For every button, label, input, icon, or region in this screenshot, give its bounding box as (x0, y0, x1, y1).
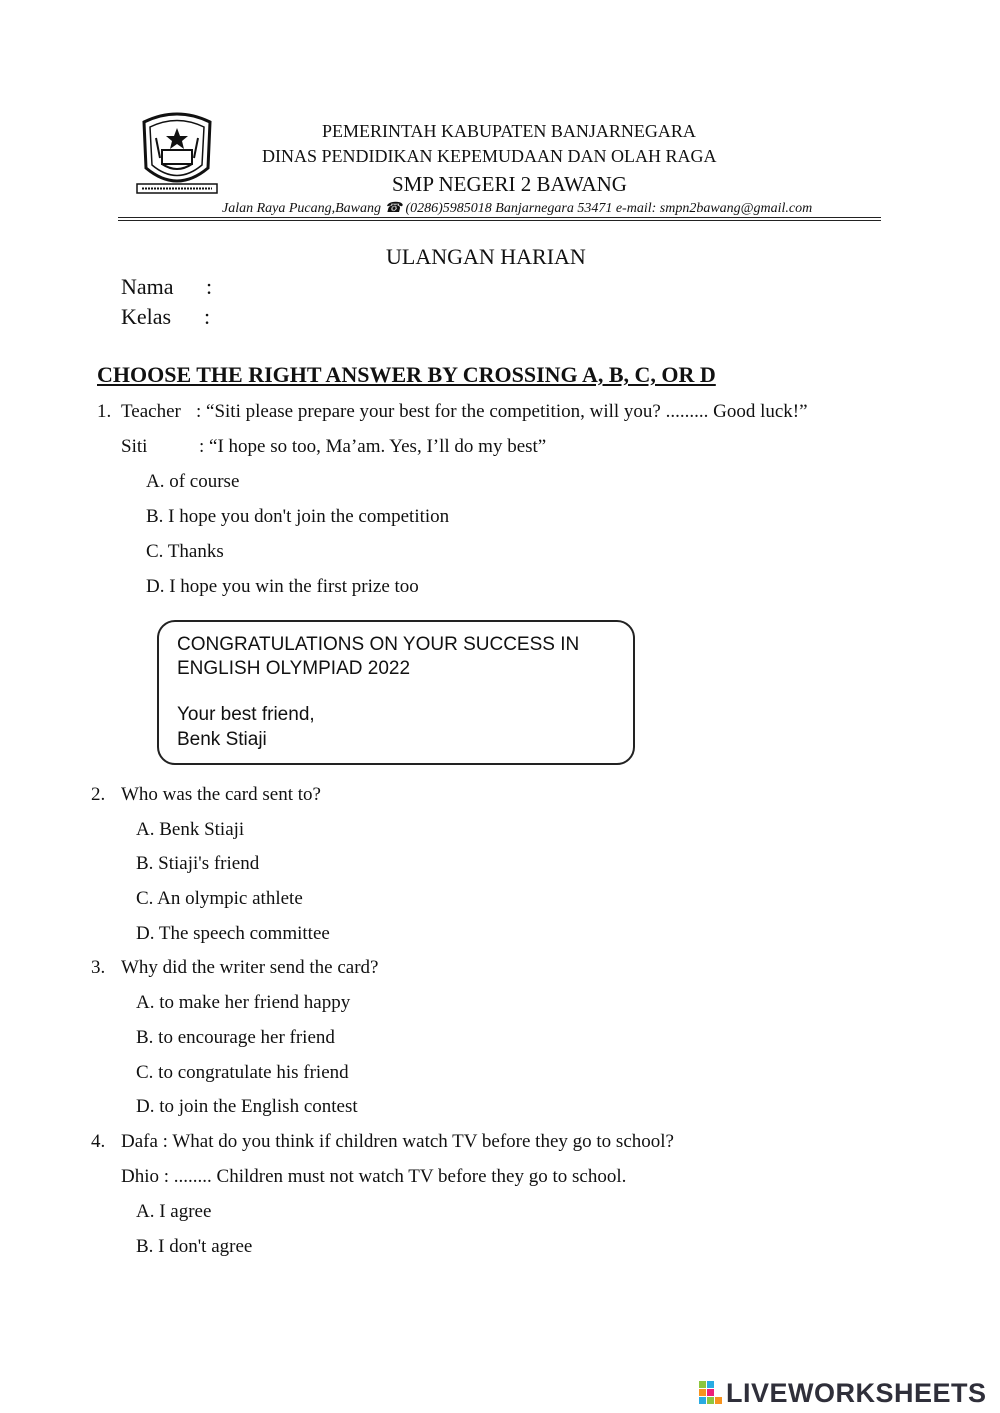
letterhead-divider (118, 217, 881, 218)
q2-text: Who was the card sent to? (121, 784, 321, 805)
regency-crest-icon (134, 108, 220, 200)
q1-speaker-teacher: Teacher (121, 401, 181, 422)
card-signoff: Your best friend, (177, 704, 315, 725)
q4-option-a[interactable]: A. I agree (136, 1201, 212, 1222)
q2-option-a[interactable]: A. Benk Stiaji (136, 819, 245, 840)
letterhead-department: DINAS PENDIDIKAN KEPEMUDAAN DAN OLAH RAGA (262, 146, 717, 166)
class-label: Kelas (121, 304, 172, 329)
q3-option-d[interactable]: D. to join the English contest (136, 1096, 358, 1117)
q1-line-teacher: : “Siti please prepare your best for the competition, will you? ......... Good luck!” (196, 401, 808, 422)
q1-option-c[interactable]: C. Thanks (146, 541, 224, 562)
q3-option-b[interactable]: B. to encourage her friend (136, 1027, 335, 1048)
q3-option-c[interactable]: C. to congratulate his friend (136, 1062, 349, 1083)
q2-option-c[interactable]: C. An olympic athlete (136, 888, 303, 909)
q4-option-b[interactable]: B. I don't agree (136, 1236, 253, 1257)
card-line-2: ENGLISH OLYMPIAD 2022 (177, 658, 411, 679)
liveworksheets-wordmark: LIVEWORKSHEETS (726, 1377, 987, 1408)
q1-speaker-siti: Siti (121, 436, 148, 457)
q1-number: 1. (97, 401, 112, 422)
letterhead-school: SMP NEGERI 2 BAWANG (392, 172, 627, 196)
class-colon: : (204, 304, 211, 329)
liveworksheets-brand[interactable] (698, 1378, 987, 1408)
letterhead-address: Jalan Raya Pucang,Bawang ☎ (0286)5985018 Banjarnegara 53471 e-mail: smpn2bawang@gmail.com (222, 201, 813, 216)
exam-title: ULANGAN HARIAN (386, 244, 586, 269)
q1-line-siti: : “I hope so too, Ma’am. Yes, I’ll do my best” (199, 436, 547, 457)
q1-option-a[interactable]: A. of course (146, 471, 240, 492)
q4-number: 4. (91, 1131, 106, 1152)
instruction-heading: CHOOSE THE RIGHT ANSWER BY CROSSING A, B, C, OR D (97, 362, 716, 387)
q2-option-b[interactable]: B. Stiaji's friend (136, 853, 260, 874)
q2-option-d[interactable]: D. The speech committee (136, 923, 330, 944)
q4-line-dhio: Dhio : ........ Children must not watch TV before they go to school. (121, 1166, 627, 1187)
q3-number: 3. (91, 957, 106, 978)
q1-option-d[interactable]: D. I hope you win the first prize too (146, 576, 419, 597)
q2-number: 2. (91, 784, 106, 805)
q1-option-b[interactable]: B. I hope you don't join the competition (146, 506, 450, 527)
letterhead-divider-thin (118, 220, 881, 221)
name-label: Nama (121, 274, 174, 299)
letterhead-government: PEMERINTAH KABUPATEN BANJARNEGARA (322, 121, 696, 141)
liveworksheets-logo-icon (698, 1379, 724, 1407)
card-signature: Benk Stiaji (177, 729, 267, 750)
card-line-1: CONGRATULATIONS ON YOUR SUCCESS IN (177, 634, 580, 655)
q4-line-dafa: Dafa : What do you think if children watch TV before they go to school? (121, 1131, 674, 1152)
name-colon: : (206, 274, 213, 299)
q3-option-a[interactable]: A. to make her friend happy (136, 992, 351, 1013)
q3-text: Why did the writer send the card? (121, 957, 379, 978)
